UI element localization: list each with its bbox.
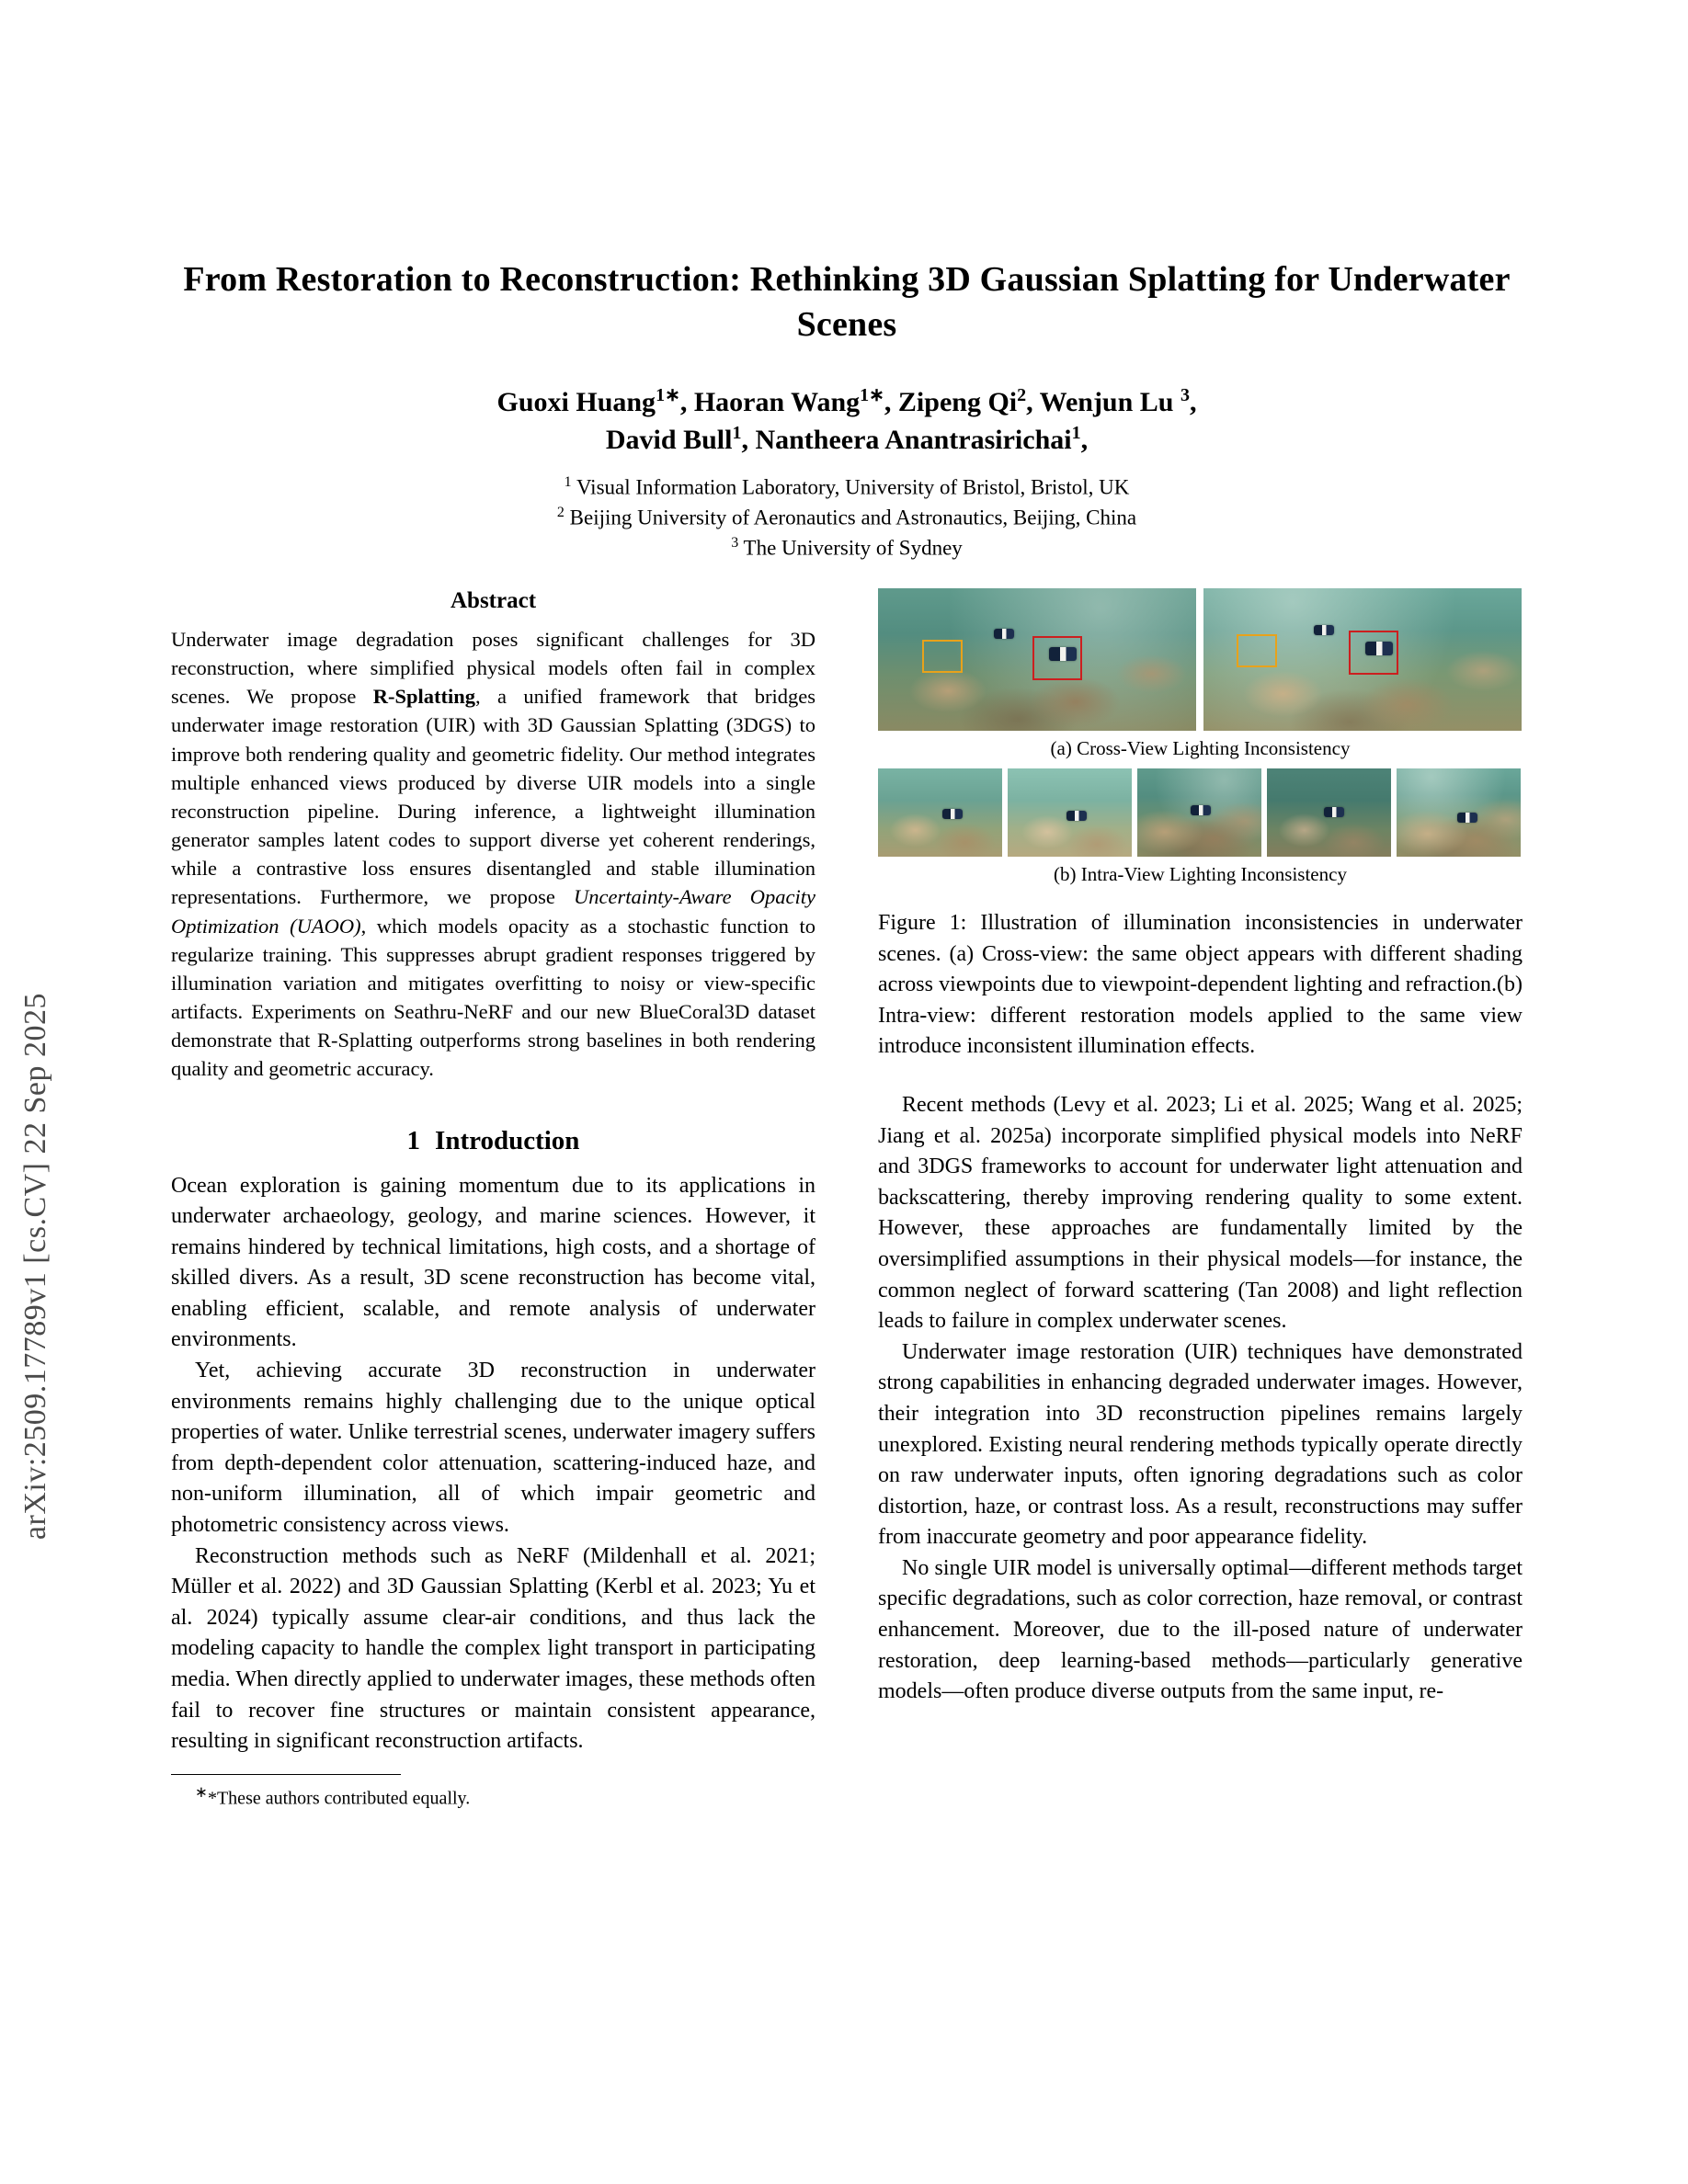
affiliation-list [171,472,1523,564]
abstract-italic-term: Uncertainty-Aware Opacity Optimization (UAOO) [171,885,816,938]
fish-icon [942,809,963,819]
intro-paragraph-5: Underwater image restoration (UIR) techniques have demonstrated strong capabilities in enhancing degraded underwater images. However, their integration into 3D reconstruction pipelines remains largely unexplored. Existing neural rendering methods typically operate directly on raw underwater inputs, often ignoring degradations such as color distortion, haze, or contrast loss. As a result, reconstructions may suffer from inaccurate geometry and poor appearance fidelity. [878,1339,1523,1550]
section-heading-introduction [171,1126,815,1156]
affiliation-2: $^2$ Beijing University of Aeronautics and Astronautics, Beijing, China [556,505,1137,529]
intro-paragraph-6: No single UIR model is universally optimal—different methods target specific degradations, such as color correction, haze removal, or contrast enhancement. Moreover, due to the ill-posed nature of underwater restoration, deep learning-based methods—particularly generative models—often produce diverse outputs from the same input, re- [878,1555,1523,1704]
figure-1-row-a [878,588,1523,731]
figure-1-caption: Figure 1: Illustration of illumination inconsistencies in underwater scenes. (a) Cross-view: the same object appears with different shading across viewpoints due to viewpoint-dependent lighting and refraction.(b) Intra-view: different restoration models applied to the same view introduce inconsistent illumination effects. [878,911,1523,1059]
annotation-box-red [1032,636,1082,680]
left-column [171,588,815,1811]
two-column-body [171,588,1523,1811]
figure-1a-subcaption: (a) Cross-View Lighting Inconsistency [1050,737,1351,759]
right-column [878,588,1523,1811]
paper-header [171,0,1523,564]
footnote-text: *These authors contributed equally. [207,1788,471,1809]
abstract-heading: Abstract [450,588,537,613]
figure-1-row-b [878,768,1523,857]
figure-1a-right-image [1203,588,1522,731]
fish-icon [1457,813,1477,823]
figure-1a-left-image [878,588,1196,731]
fish-icon [1324,807,1344,817]
figure-1b-image-3 [1137,768,1261,857]
section-number: 1 [406,1125,421,1155]
abstract-part-2: , a unified framework that bridges underwater image restoration (UIR) with 3D Gaussian Splatting (3DGS) to improve both rendering quality and geometric fidelity. Our method integrates multiple enhanced views produced by diverse UIR models into a single reconstruction pipeline. During inference, a lightweight illumination generator samples latent codes to support diverse yet coherent renderings, while a contrastive loss ensures disentangled and stable illumination representations. Furthermore, we propose [171,685,815,909]
footnote-divider [171,1774,401,1775]
annotation-box-red [1349,631,1398,675]
affiliation-3: $^3$ The University of Sydney [731,535,963,561]
section-title: Introduction [435,1125,580,1155]
abstract-part-1: Underwater image degradation poses significant challenges for 3D reconstruction, where simplified physical models often fail in complex scenes. We propose [171,628,815,709]
fish-icon [1066,811,1087,821]
intro-paragraph-2: Yet, achieving accurate 3D reconstruction in underwater environments remains highly challenging due to the unique optical properties of water. Unlike terrestrial scenes, underwater imagery suffers from depth-dependent color attenuation, scattering-induced haze, and non-uniform illumination, all of which impair geometric and photometric consistency across views. [171,1359,815,1538]
arxiv-stamp: arXiv:2509.17789v1 [cs.CV] 22 Sep 2025 [18,993,52,1541]
annotation-box-orange [1237,634,1277,667]
intro-paragraph-4: Recent methods (Levy et al. 2023; Li et al. 2025; Wang et al. 2025; Jiang et al. 2025a) incorporate simplified physical models into NeRF and 3DGS frameworks to account for underwater light attenuation and backscattering, thereby improving rendering quality to some extent. However, these approaches are fundamentally limited by the oversimplified assumptions in their physical models—for instance, the common neglect of forward scattering (Tan 2008) and light reflection leads to failure in complex underwater scenes. [878,1092,1523,1334]
annotation-box-orange [922,640,963,673]
author-line-2: David Bull$^1$, Nantheera Anantrasirichai$^1$, [605,423,1089,456]
figure-1b-image-2 [1008,768,1132,857]
abstract-part-3: , which models opacity as a stochastic function to regularize training. This suppresses abrupt gradient responses triggered by illumination variation and mitigates overfitting to noisy or view-specific artifacts. Experiments on Seathru-NeRF and our new BlueCoral3D dataset demonstrate that R-Splatting outperforms strong baselines in both rendering quality and geometric accuracy. [171,914,815,1081]
author-line-1: Guoxi Huang$^{1∗}$, Haoran Wang$^{1∗}$, Zipeng Qi$^2$, Wenjun Lu $^3$, [496,384,1197,417]
page-title: From Restoration to Reconstruction: Rethinking 3D Gaussian Splatting for Underwater Scenes [183,260,1511,345]
intro-paragraph-1: Ocean exploration is gaining momentum due to its applications in underwater archaeology, geology, and marine sciences. However, it remains hindered by technical limitations, high costs, and a shortage of skilled divers. As a result, 3D scene reconstruction has become vital, enabling efficient, scalable, and remote analysis of underwater environments. [171,1173,815,1352]
figure-1b-subcaption: (b) Intra-View Lighting Inconsistency [1054,863,1347,885]
fish-icon [994,629,1014,639]
author-list [171,383,1523,460]
figure-1b-image-5 [1397,768,1521,857]
abstract-bold-term: R-Splatting [372,685,476,709]
figure-1b-image-1 [878,768,1002,857]
figure-1 [878,588,1523,1063]
footnote-equal-contribution: ∗*These authors contributed equally. [195,1782,471,1809]
intro-paragraph-3: Reconstruction methods such as NeRF (Mildenhall et al. 2021; Müller et al. 2022) and 3D Gaussian Splatting (Kerbl et al. 2023; Yu et al. 2024) typically assume clear-air conditions, and thus lack the modeling capacity to handle the complex light transport in participating media. When directly applied to underwater images, these methods often fail to recover fine structures or maintain consistent appearance, resulting in significant reconstruction artifacts. [171,1543,815,1754]
abstract-body [171,625,815,1084]
fish-icon [1191,805,1211,815]
figure-1b-image-4 [1267,768,1391,857]
fish-icon [1314,625,1334,635]
affiliation-1: $^1$ Visual Information Laboratory, University of Bristol, Bristol, UK [564,473,1130,499]
